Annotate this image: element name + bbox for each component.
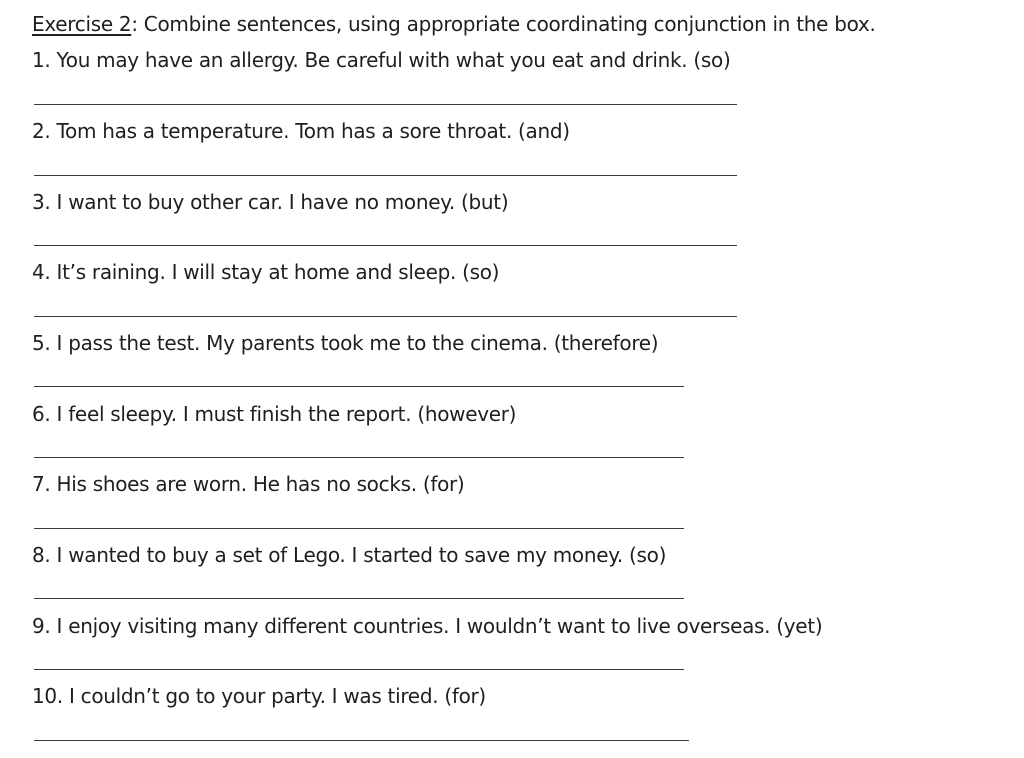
- answer-line-7[interactable]: [34, 528, 684, 529]
- exercise-item-8: 8. I wanted to buy a set of Lego. I started to save my money. (so): [32, 543, 667, 567]
- exercise-item-10: 10. I couldn’t go to your party. I was tired. (for): [32, 684, 486, 708]
- answer-line-1[interactable]: [34, 104, 737, 105]
- answer-line-9[interactable]: [34, 669, 684, 670]
- exercise-instruction: : Combine sentences, using appropriate coordinating conjunction in the box.: [131, 12, 876, 36]
- answer-line-5[interactable]: [34, 386, 684, 387]
- answer-line-3[interactable]: [34, 245, 737, 246]
- exercise-item-9: 9. I enjoy visiting many different countries. I wouldn’t want to live overseas. (yet): [32, 614, 823, 638]
- answer-line-4[interactable]: [34, 316, 737, 317]
- exercise-heading: [32, 9, 876, 39]
- answer-line-8[interactable]: [34, 598, 684, 599]
- exercise-label: Exercise 2: [32, 12, 132, 36]
- exercise-item-7: 7. His shoes are worn. He has no socks. (for): [32, 472, 465, 496]
- answer-line-2[interactable]: [34, 175, 737, 176]
- exercise-item-3: 3. I want to buy other car. I have no money. (but): [32, 190, 509, 214]
- exercise-item-2: 2. Tom has a temperature. Tom has a sore throat. (and): [32, 119, 570, 143]
- exercise-item-5: 5. I pass the test. My parents took me to the cinema. (therefore): [32, 331, 659, 355]
- answer-line-10[interactable]: [34, 740, 689, 741]
- answer-line-6[interactable]: [34, 457, 684, 458]
- exercise-item-4: 4. It’s raining. I will stay at home and sleep. (so): [32, 260, 500, 284]
- exercise-item-6: 6. I feel sleepy. I must finish the report. (however): [32, 402, 517, 426]
- exercise-item-1: 1. You may have an allergy. Be careful with what you eat and drink. (so): [32, 48, 731, 72]
